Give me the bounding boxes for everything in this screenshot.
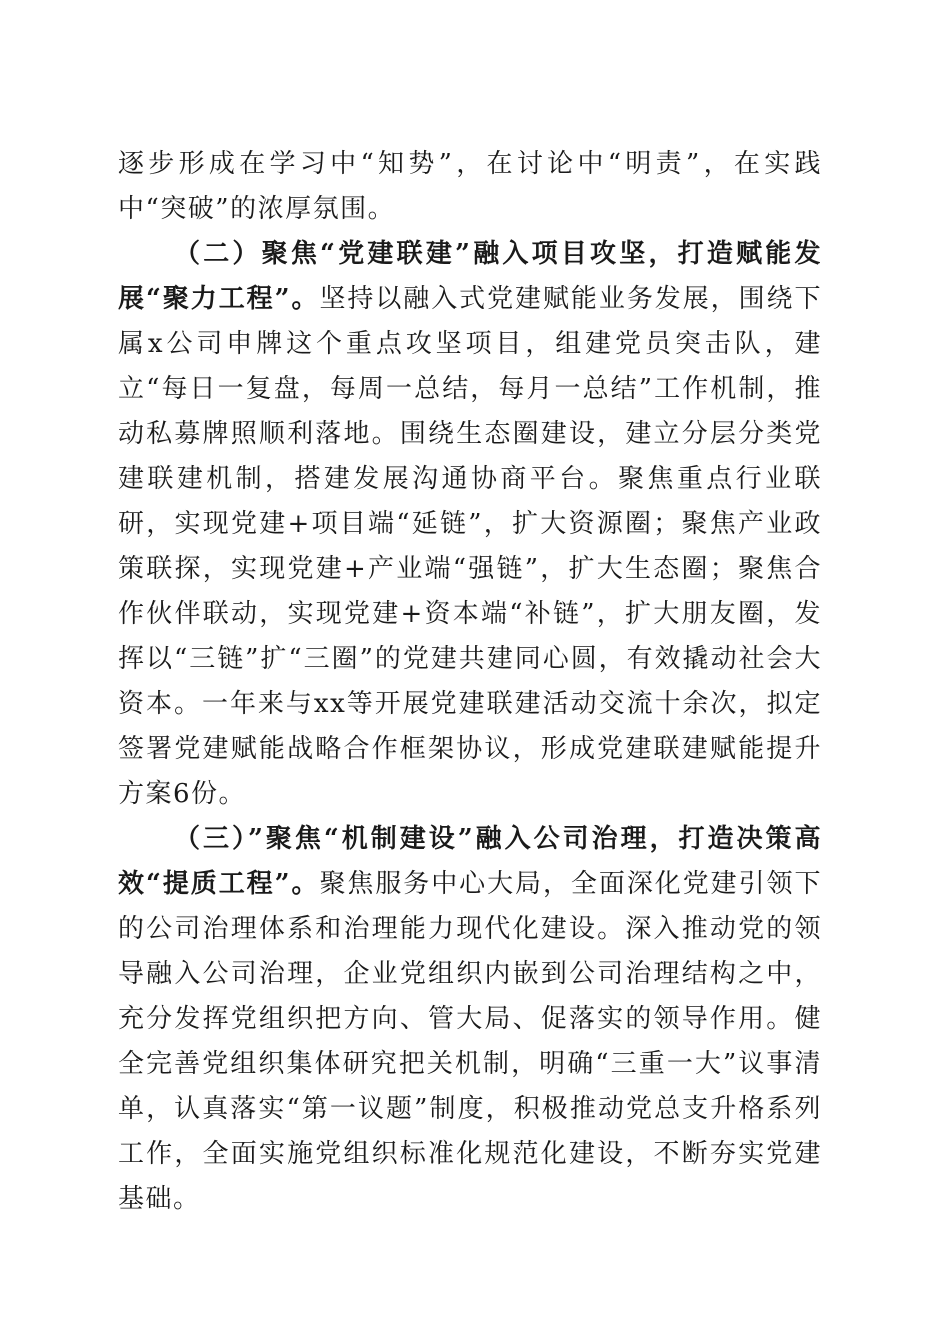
paragraph-continuation bbox=[118, 142, 822, 232]
section-heading: （二）聚焦“党建联建”融入项目攻坚，打造赋能发展“聚力工程”。 bbox=[118, 239, 822, 314]
paragraph-body: 聚焦服务中心大局，全面深化党建引领下的公司治理体系和治理能力现代化建设。深入推动党的领导融入公司治理，企业党组织内嵌到公司治理结构之中，充分发挥党组织把方向、管大局、促落实的领导作用。健全完善党组织集体研究把关机制，明确“三重一大”议事清单，认真落实“第一议题”制度，积极推动党总支升格系列工作，全面实施党组织标准化规范化建设，不断夯实党建基础。 bbox=[118, 869, 822, 1214]
document-body bbox=[118, 142, 822, 1222]
section-heading: （三）”聚焦“机制建设”融入公司治理，打造决策高效“提质工程”。 bbox=[118, 824, 822, 899]
paragraph-section-two bbox=[118, 232, 822, 817]
paragraph-section-three bbox=[118, 817, 822, 1222]
paragraph-body: 逐步形成在学习中“知势”，在讨论中“明责”，在实践中“突破”的浓厚氛围。 bbox=[118, 149, 822, 224]
paragraph-body: 坚持以融入式党建赋能业务发展，围绕下属x公司申牌这个重点攻坚项目，组建党员突击队，建立“每日一复盘，每周一总结，每月一总结”工作机制，推动私募牌照顺利落地。围绕生态圈建设，建立分层分类党建联建机制，搭建发展沟通协商平台。聚焦重点行业联研，实现党建+项目端“延链”，扩大资源圈；聚焦产业政策联探，实现党建+产业端“强链”，扩大生态圈；聚焦合作伙伴联动，实现党建+资本端“补链”，扩大朋友圈，发挥以“三链”扩“三圈”的党建共建同心圆，有效撬动社会大资本。一年来与xx等开展党建联建活动交流十余次，拟定签署党建赋能战略合作框架协议，形成党建联建赋能提升方案6份。 bbox=[118, 284, 822, 809]
